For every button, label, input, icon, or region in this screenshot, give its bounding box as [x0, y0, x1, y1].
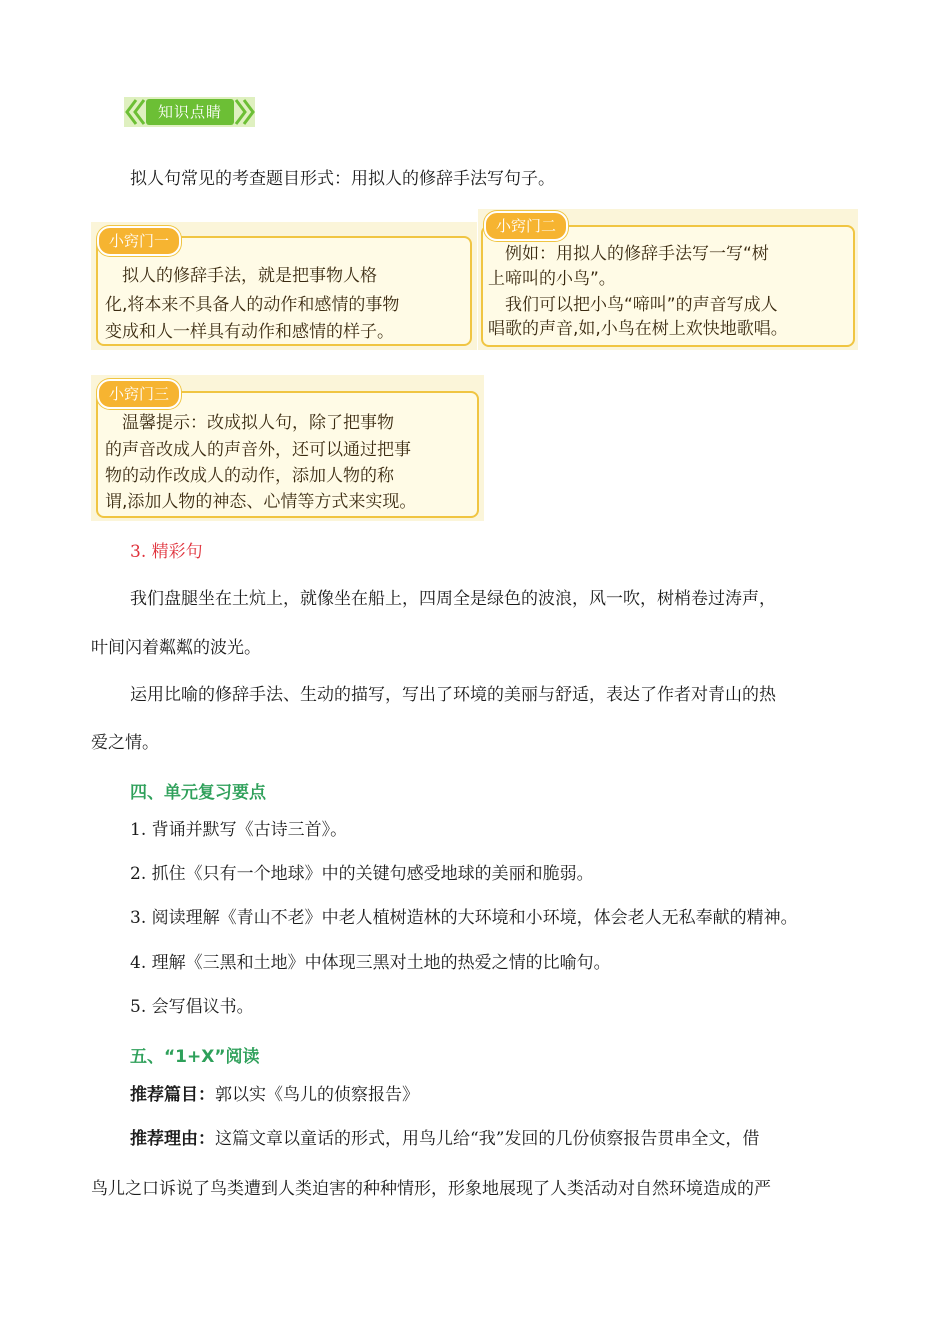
tip-tab-3: 小窍门三 [97, 379, 181, 409]
tip-1-line-3: 变成和人一样具有动作和感情的样子。 [105, 322, 394, 342]
tip-1-line-2: 化,将本来不具备人的动作和感情的事物 [105, 295, 400, 315]
tip-3-line-1: 温馨提示：改成拟人句，除了把事物 [105, 413, 394, 433]
tip-3-line-3: 物的动作改成人的动作，添加人物的称 [105, 466, 394, 486]
tip-tab-1: 小窍门一 [97, 226, 181, 256]
reason-label: 推荐理由： [130, 1129, 215, 1149]
section-3-sentence-line-1: 我们盘腿坐在土炕上，就像坐在船上，四周全是绿色的波浪，风一吹，树梢卷过涛声， [130, 589, 776, 609]
tip-2-line-3: 我们可以把小鸟“啼叫”的声音写成人 [488, 295, 778, 315]
review-item-3: 3. 阅读理解《青山不老》中老人植树造林的大环境和小环境，体会老人无私奉献的精神。 [130, 908, 798, 928]
recommend-label: 推荐篇目： [130, 1085, 215, 1105]
reason-text-1: 这篇文章以童话的形式，用鸟儿给“我”发回的几份侦察报告贯串全文，借 [215, 1129, 760, 1149]
tip-box-2 [478, 209, 858, 350]
knowledge-banner [124, 97, 255, 127]
review-item-2: 2. 抓住《只有一个地球》中的关键句感受地球的美丽和脆弱。 [130, 864, 594, 884]
reason-line-2: 鸟儿之口诉说了鸟类遭到人类迫害的种种情形，形象地展现了人类活动对自然环境造成的严 [91, 1179, 771, 1199]
section-3-heading: 3. 精彩句 [130, 542, 203, 562]
tip-1-line-1: 拟人的修辞手法，就是把事物人格 [105, 266, 377, 286]
review-item-4: 4. 理解《三黑和土地》中体现三黑对土地的热爱之情的比喻句。 [130, 953, 611, 973]
recommend-line [130, 1087, 419, 1104]
review-item-5: 5. 会写倡议书。 [130, 997, 254, 1017]
tip-3-line-2: 的声音改成人的声音外，还可以通过把事 [105, 440, 411, 460]
tip-3-line-4: 谓,添加人物的神态、心情等方式来实现。 [105, 492, 417, 512]
section-3-analysis-line-1: 运用比喻的修辞手法、生动的描写，写出了环境的美丽与舒适，表达了作者对青山的热 [130, 685, 776, 705]
tip-tab-2: 小窍门二 [484, 211, 568, 241]
reason-line-1 [130, 1131, 759, 1148]
section-5-heading: 五、“1+X”阅读 [130, 1047, 260, 1067]
tip-box-1 [91, 222, 477, 350]
intro-text: 拟人句常见的考查题目形式：用拟人的修辞手法写句子。 [130, 169, 555, 189]
review-item-1: 1. 背诵并默写《古诗三首》。 [130, 820, 348, 840]
section-3-analysis-line-2: 爱之情。 [91, 733, 159, 753]
double-chevron-right-icon [234, 97, 256, 127]
tip-2-line-2: 上啼叫的小鸟”。 [488, 269, 616, 289]
recommend-value: 郭以实《鸟儿的侦察报告》 [215, 1085, 419, 1105]
double-chevron-left-icon [124, 97, 146, 127]
tip-box-3 [91, 375, 484, 521]
section-4-heading: 四、单元复习要点 [130, 783, 266, 803]
section-3-sentence-line-2: 叶间闪着粼粼的波光。 [91, 638, 261, 658]
tip-2-line-4: 唱歌的声音,如,小鸟在树上欢快地歌唱。 [488, 319, 788, 339]
tip-2-line-1: 例如：用拟人的修辞手法写一写“树 [488, 244, 769, 264]
banner-label: 知识点睛 [146, 99, 234, 125]
